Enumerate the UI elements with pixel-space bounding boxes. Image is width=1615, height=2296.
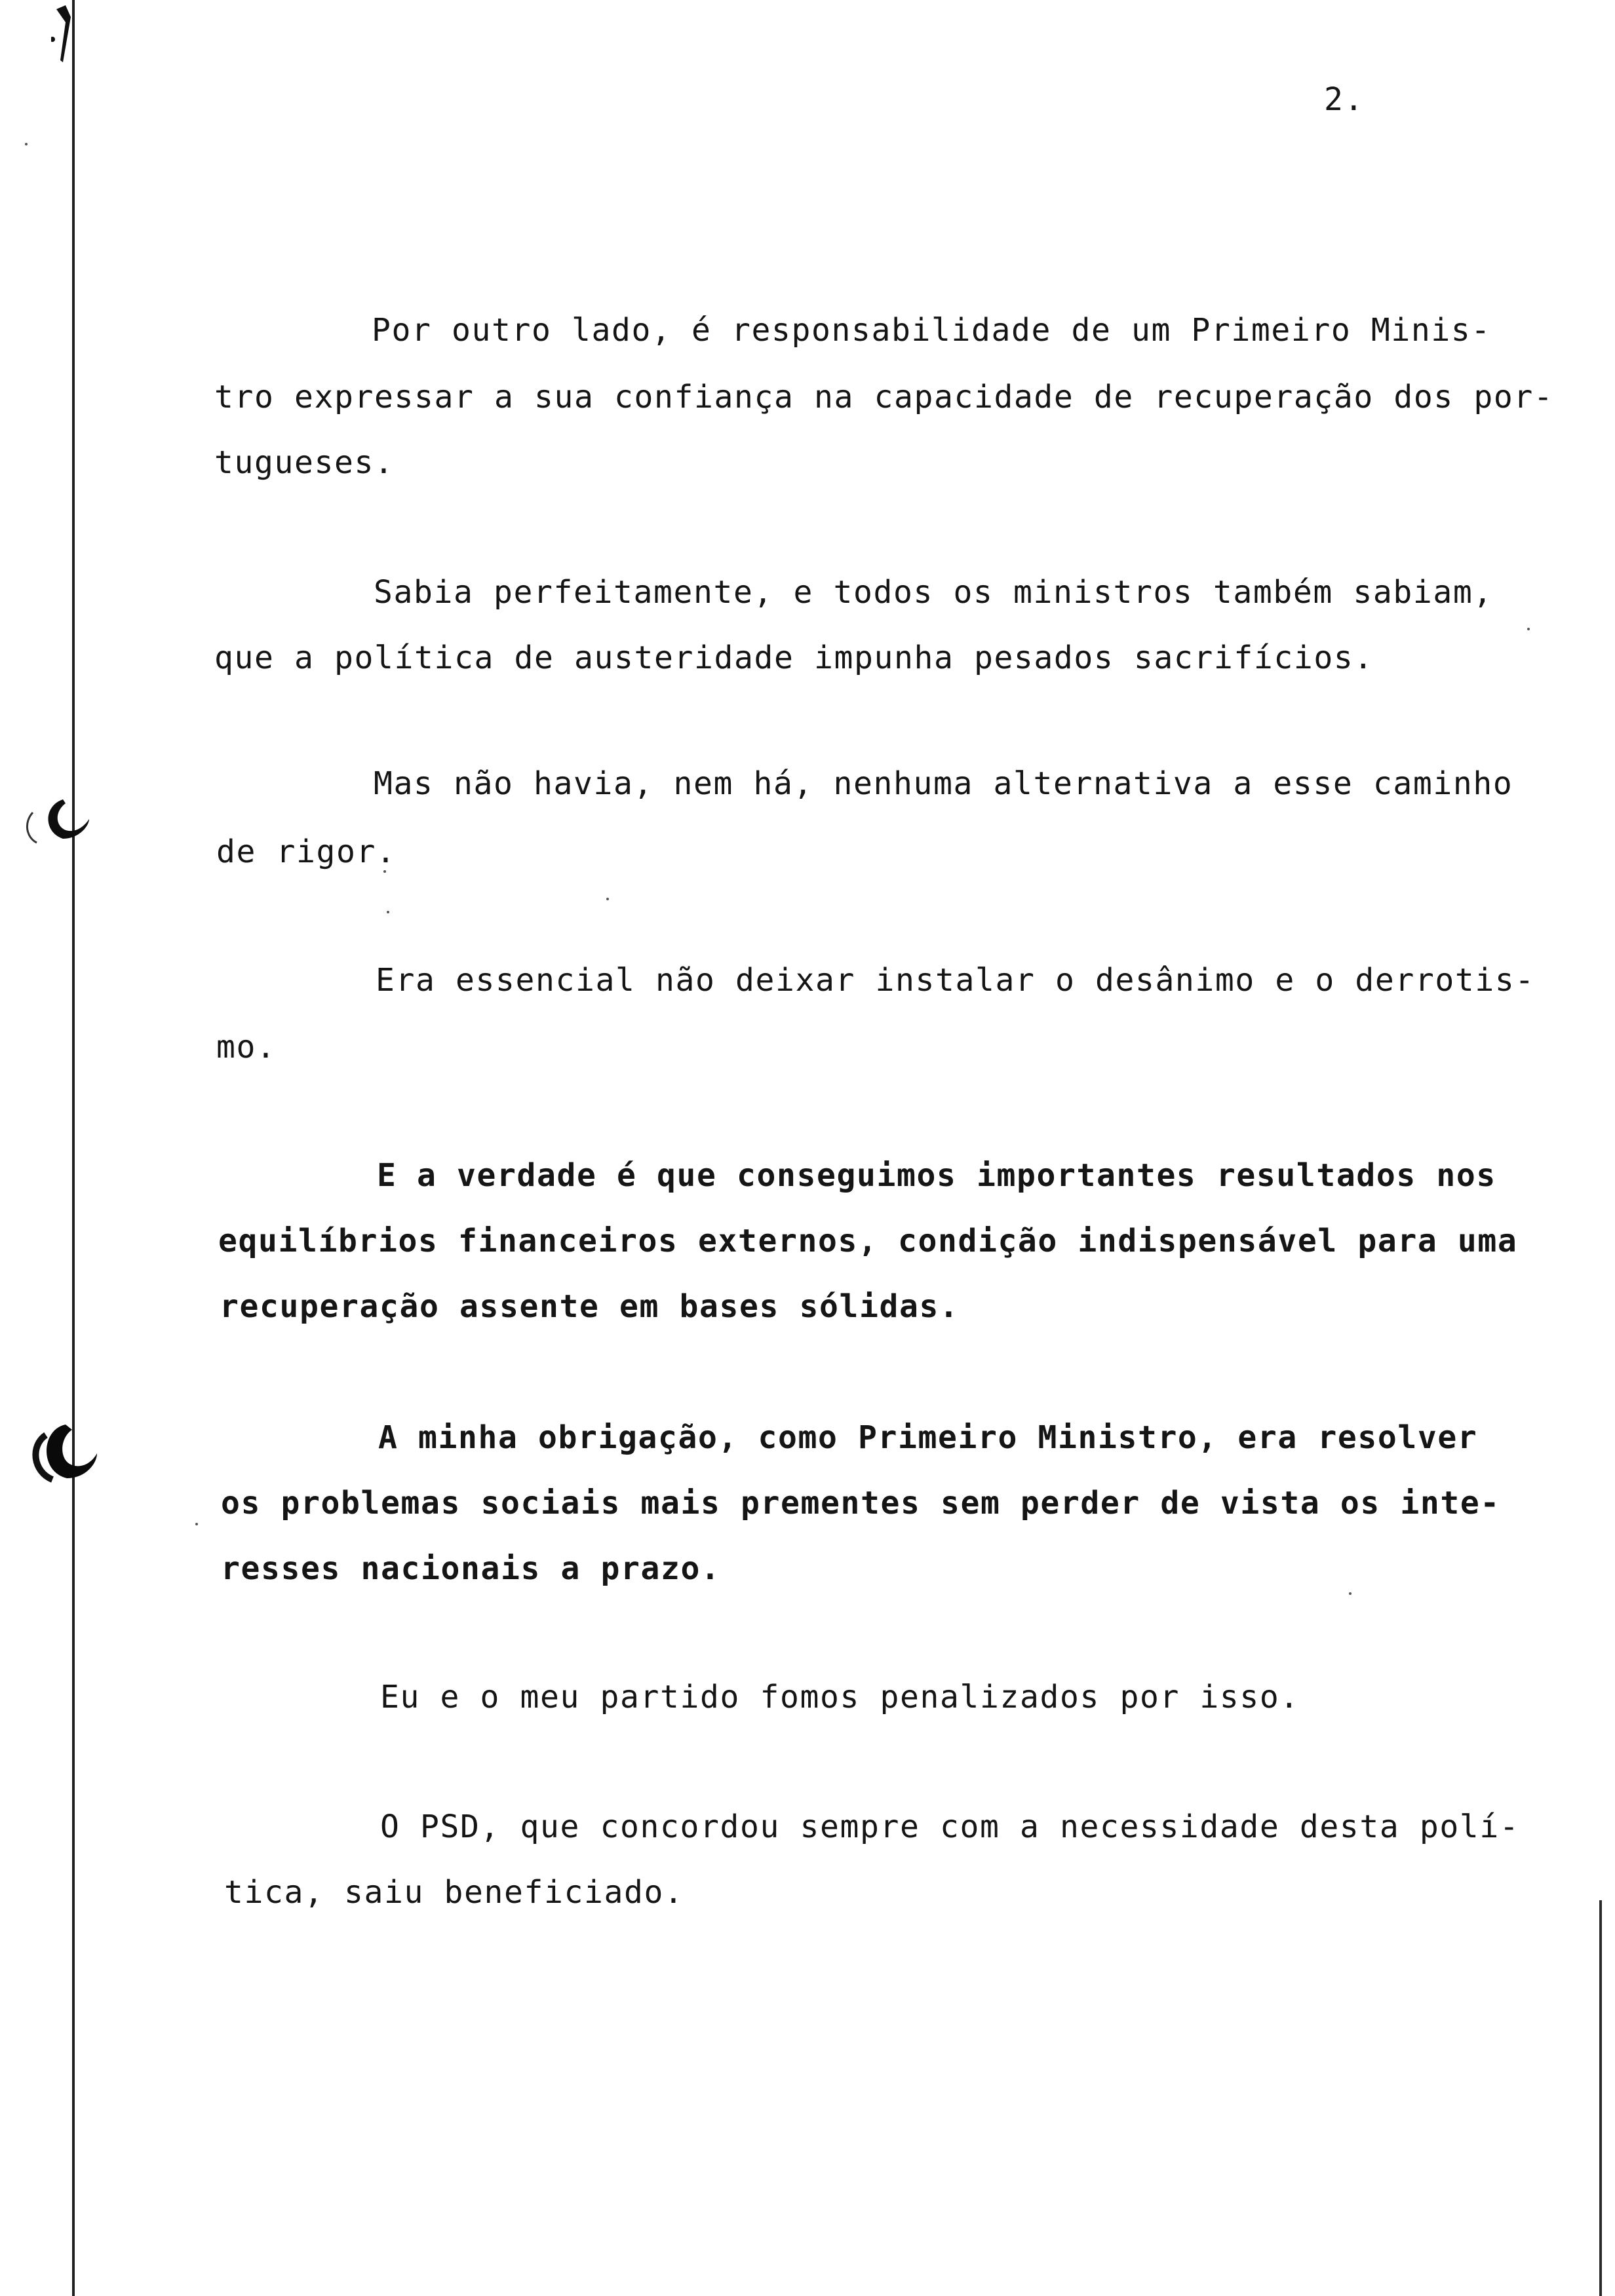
scan-speck [1349,1592,1352,1595]
text-line: Eu e o meu partido fomos penalizados por isso. [380,1679,1300,1715]
text-line: O PSD, que concordou sempre com a necessidade desta polí- [380,1808,1520,1845]
text-line: resses nacionais a prazo. [221,1550,721,1587]
top-corner-mark [51,0,84,62]
text-line: E a verdade é que conseguimos importantes resultados nos [377,1157,1496,1194]
right-edge-shadow [1599,1900,1602,2296]
scan-speck [606,898,609,900]
text-line: A minha obrigação, como Primeiro Ministro, era resolver [378,1419,1478,1456]
text-line: tugueses. [214,444,395,481]
text-line: Por outro lado, é responsabilidade de um Primeiro Minis- [372,312,1491,349]
text-line: tro expressar a sua confiança na capacidade de recuperação dos por- [214,379,1554,415]
text-line: Era essencial não deixar instalar o desânimo e o derrotis- [376,962,1535,999]
text-line: mo. [216,1029,277,1065]
text-line: Sabia perfeitamente, e todos os ministros também sabiam, [374,574,1493,611]
punch-hole-mark [26,1415,98,1487]
text-line: que a política de austeridade impunha pesados sacrifícios. [214,640,1374,676]
scan-speck [195,1523,198,1525]
scan-speck [383,870,386,873]
text-line: recuperação assente em bases sólidas. [220,1288,960,1325]
page-number: 2. [1324,81,1365,118]
text-line: tica, saiu beneficiado. [224,1874,684,1911]
scan-speck [387,911,389,913]
text-line: os problemas sociais mais prementes sem perder de vista os inte- [221,1485,1500,1521]
punch-hole-mark [17,786,89,858]
scan-speck [25,143,28,145]
text-line: de rigor. [216,833,397,870]
binding-margin-line [72,0,75,2296]
scan-speck [1527,628,1530,630]
text-line: equilíbrios financeiros externos, condição indispensável para uma [218,1223,1518,1259]
text-line: Mas não havia, nem há, nenhuma alternativa a esse caminho [374,765,1513,802]
